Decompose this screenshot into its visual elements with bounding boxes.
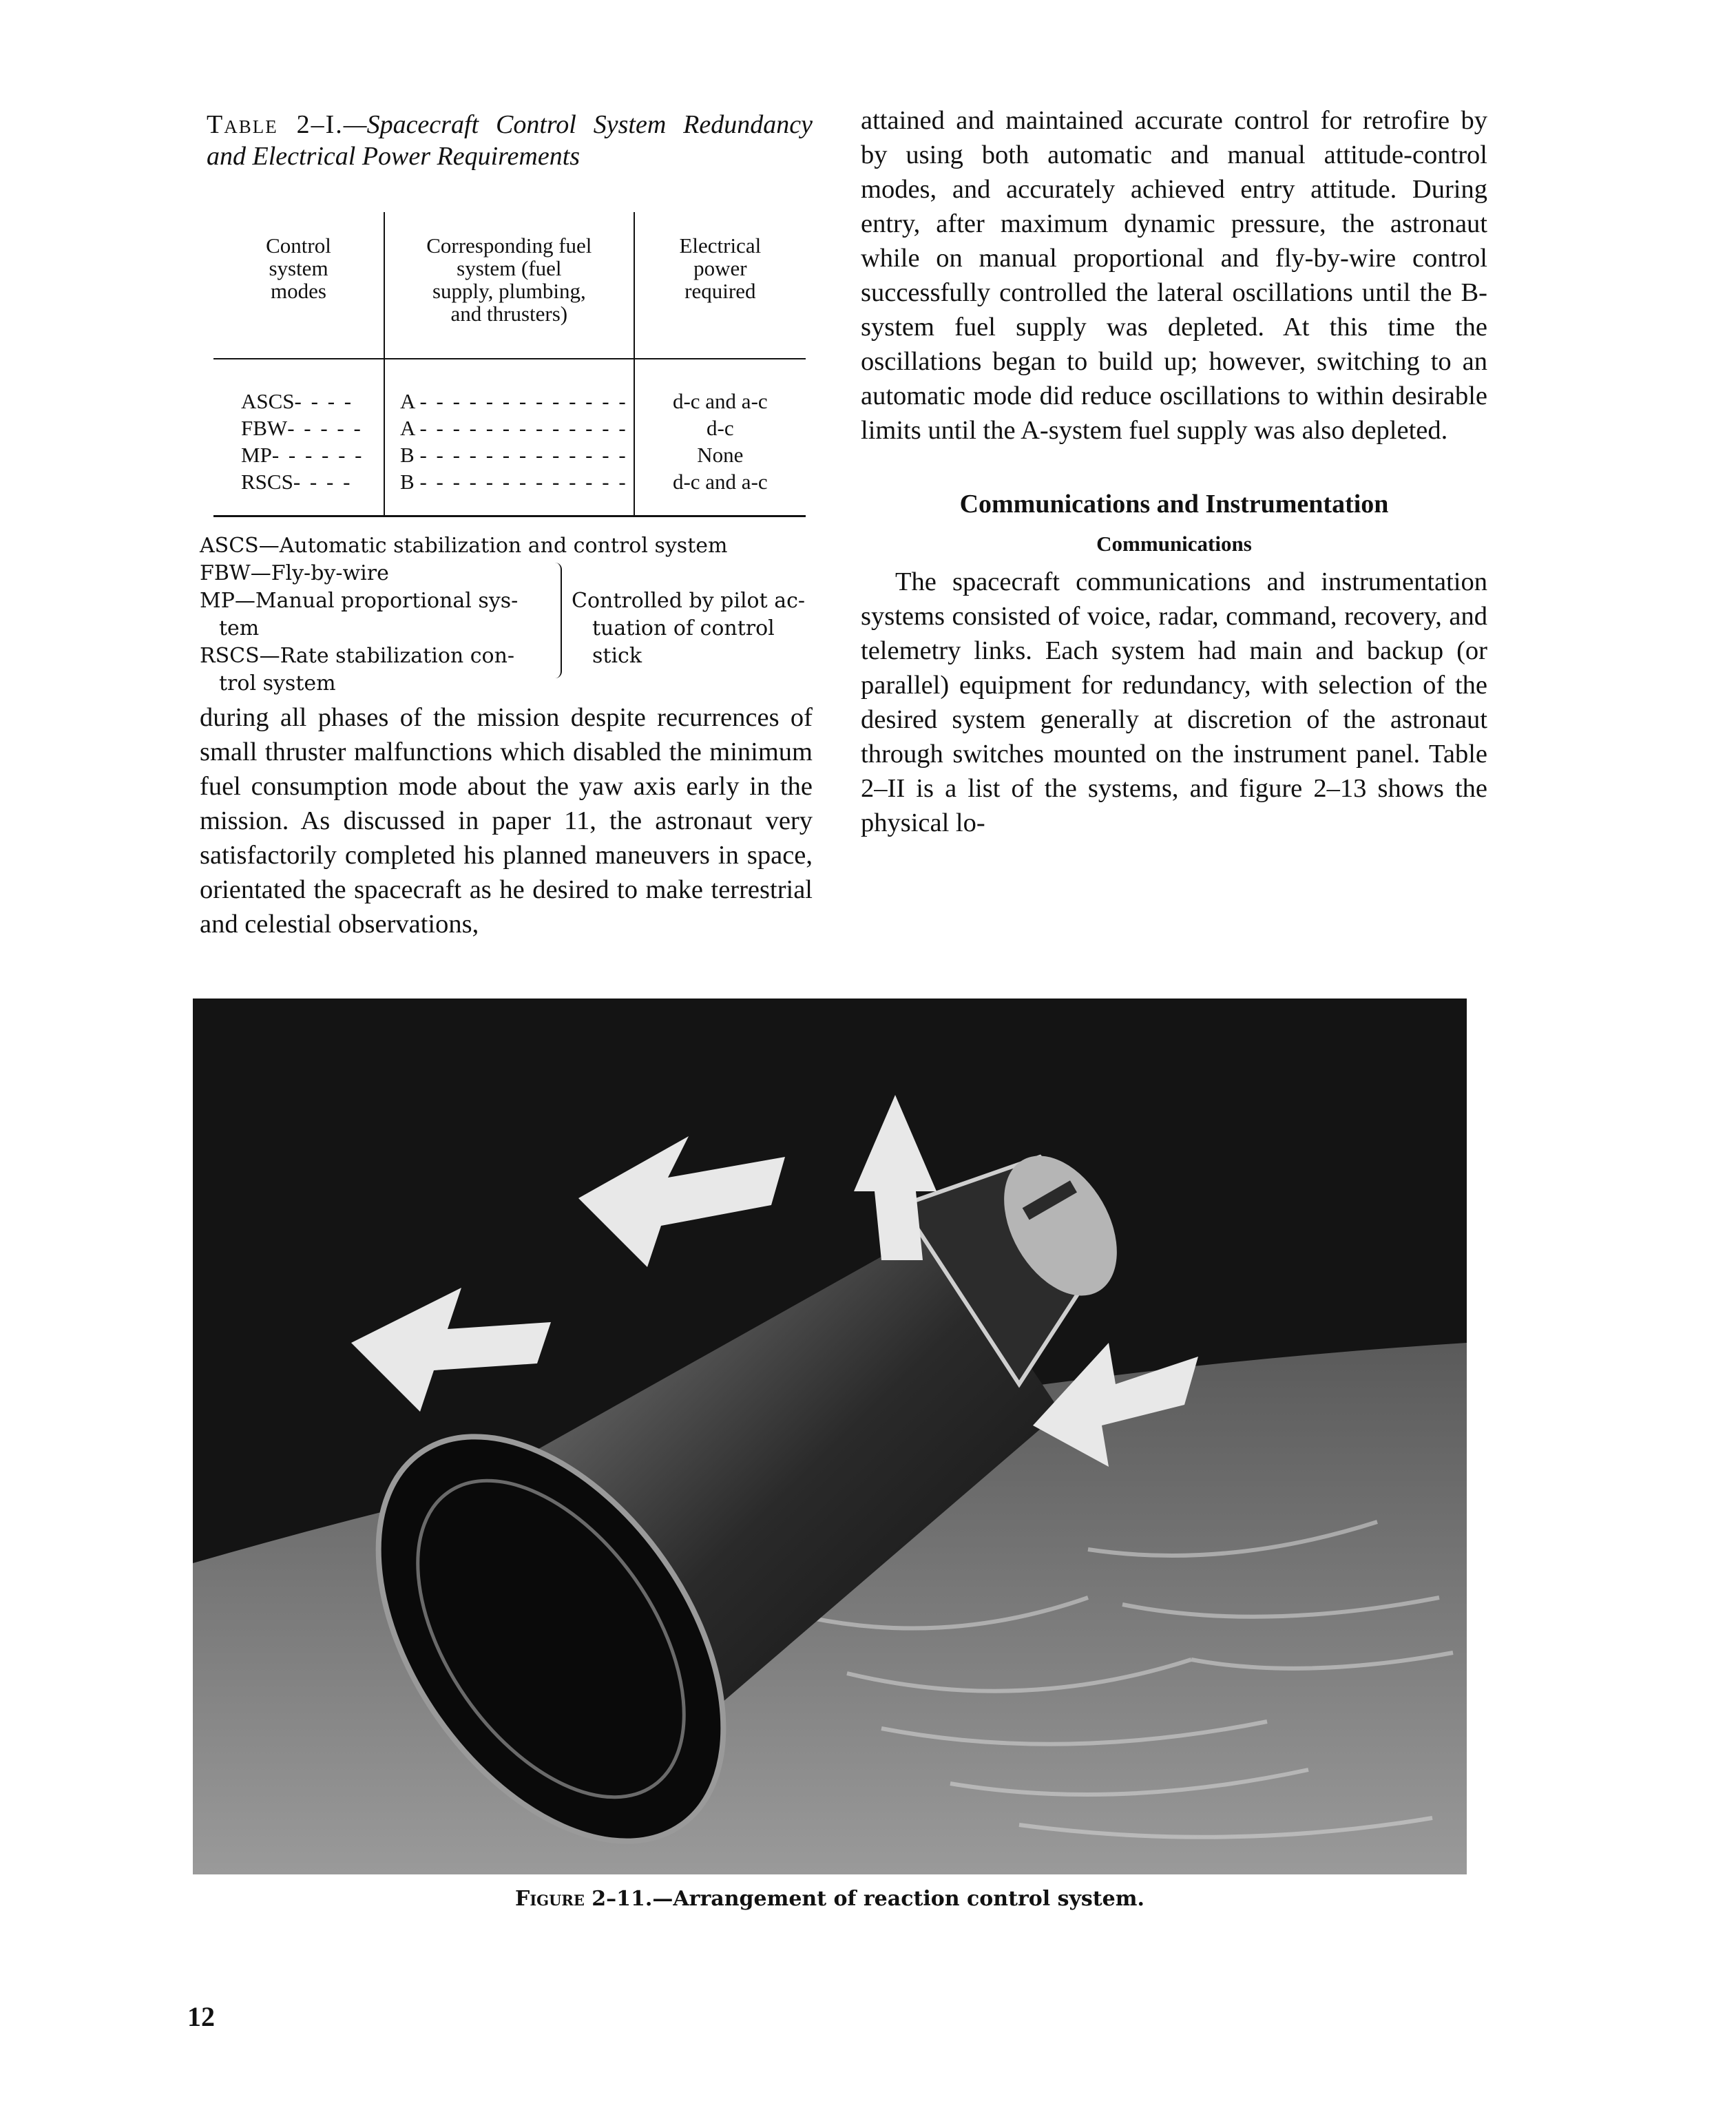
fuel-cell: A — [400, 416, 415, 440]
footnote-fbw: FBW—Fly-by-wire — [200, 561, 389, 585]
power-cell: d-c and a-c — [634, 359, 806, 415]
table-row: RSCS- - - - B - - - - - - - - - - - - - d-c and a-c — [213, 468, 806, 516]
power-cell: d-c and a-c — [634, 468, 806, 516]
leader-dots: - - - - - - - - - - - - - — [419, 416, 628, 440]
section-heading: Communications and Instrumentation — [959, 490, 1389, 519]
table-title: —Spacecraft Control System Redundancy and Electrical Power Requirements — [207, 110, 813, 171]
table-row: FBW- - - - - A - - - - - - - - - - - - - d-c — [213, 415, 806, 441]
leader-dots: - - - - - - - - - - - - - — [419, 389, 628, 413]
table-row: MP- - - - - - B - - - - - - - - - - - - - None — [213, 441, 806, 468]
right-paragraph-2: The spacecraft communications and instrumentation systems consisted of voice, radar, command, recovery, and telemetry links. Each system had main and backup (or parallel) equipment for redundancy, with selection of the desired system generally at discretion of the astronaut through switches mounted on the instrument panel. Table 2–II is a list of the systems, and figure 2–13 shows the physical lo- — [861, 567, 1487, 837]
mode-cell: RSCS — [241, 470, 293, 494]
mode-cell: MP — [241, 443, 272, 467]
fuel-cell: B — [400, 470, 415, 494]
right-column — [861, 103, 1487, 840]
left-paragraph: during all phases of the mission despite recurrences of small thruster malfunctions which disabled the minimum fuel consumption mode about the yaw axis early in the mission. As discussed in paper 11, the astronaut very satisfactorily completed his planned maneuvers in space, orientated the spacecraft as he desired to make terrestrial and celestial observations, — [200, 703, 813, 939]
table-label: Table 2–I. — [207, 110, 344, 139]
fuel-cell: B — [400, 443, 415, 467]
footnote-pilot-note: Controlled by pilot ac- tuation of control stick — [572, 589, 806, 668]
table-row: ASCS- - - - A - - - - - - - - - - - - - d-c and a-c — [213, 359, 806, 415]
header-fuel-system: Corresponding fuel system (fuel supply, plumbing, and thrusters) — [384, 212, 634, 359]
leader-dots: - - - - - - - - - - - - - — [419, 470, 628, 494]
mode-cell: FBW — [241, 416, 288, 440]
header-electrical-power: Electrical power required — [634, 212, 806, 359]
right-paragraph-1: attained and maintained accurate control for retrofire by by using both automatic and manual attitude-control modes, and accurately achieved entry attitude. During entry, after maximum dynamic pressure, the astronaut while on manual proportional and fly-by-wire control successfully controlled the lateral oscillations until the B-system fuel supply was depleted. At this time the oscillations began to build up; however, switching to an automatic mode did reduce oscillations to within desirable limits until the A-system fuel supply was also depleted. — [861, 106, 1487, 445]
footnote-mp-cont: tem — [219, 616, 260, 640]
footnote-rscs: RSCS—Rate stabilization con- — [200, 644, 515, 668]
power-cell: None — [634, 441, 806, 468]
leader-dots: - - - - - - - - - - - - - — [419, 443, 628, 467]
control-system-table — [213, 212, 806, 517]
figure-spacecraft-photo — [193, 999, 1467, 1874]
brace-divider — [551, 563, 562, 678]
left-column — [200, 103, 813, 941]
footnote-ascs: ASCS—Automatic stabilization and control system — [200, 534, 728, 558]
figure-caption — [193, 1887, 1467, 1911]
table-footnotes — [200, 532, 813, 696]
figure-caption-text: —Arrangement of reaction control system. — [652, 1887, 1144, 1911]
subsection-heading: Communications — [1096, 532, 1252, 556]
mode-cell: ASCS — [241, 389, 295, 413]
spacecraft-illustration — [193, 999, 1467, 1874]
figure-label: Figure 2–11. — [515, 1887, 653, 1911]
header-control-modes: Control system modes — [213, 212, 384, 359]
table-caption — [207, 109, 813, 172]
fuel-cell: A — [400, 389, 415, 413]
page-number: 12 — [187, 2001, 215, 2032]
power-cell: d-c — [634, 415, 806, 441]
footnote-rscs-cont: trol system — [219, 671, 336, 696]
footnote-mp: MP—Manual proportional sys- — [200, 589, 519, 613]
